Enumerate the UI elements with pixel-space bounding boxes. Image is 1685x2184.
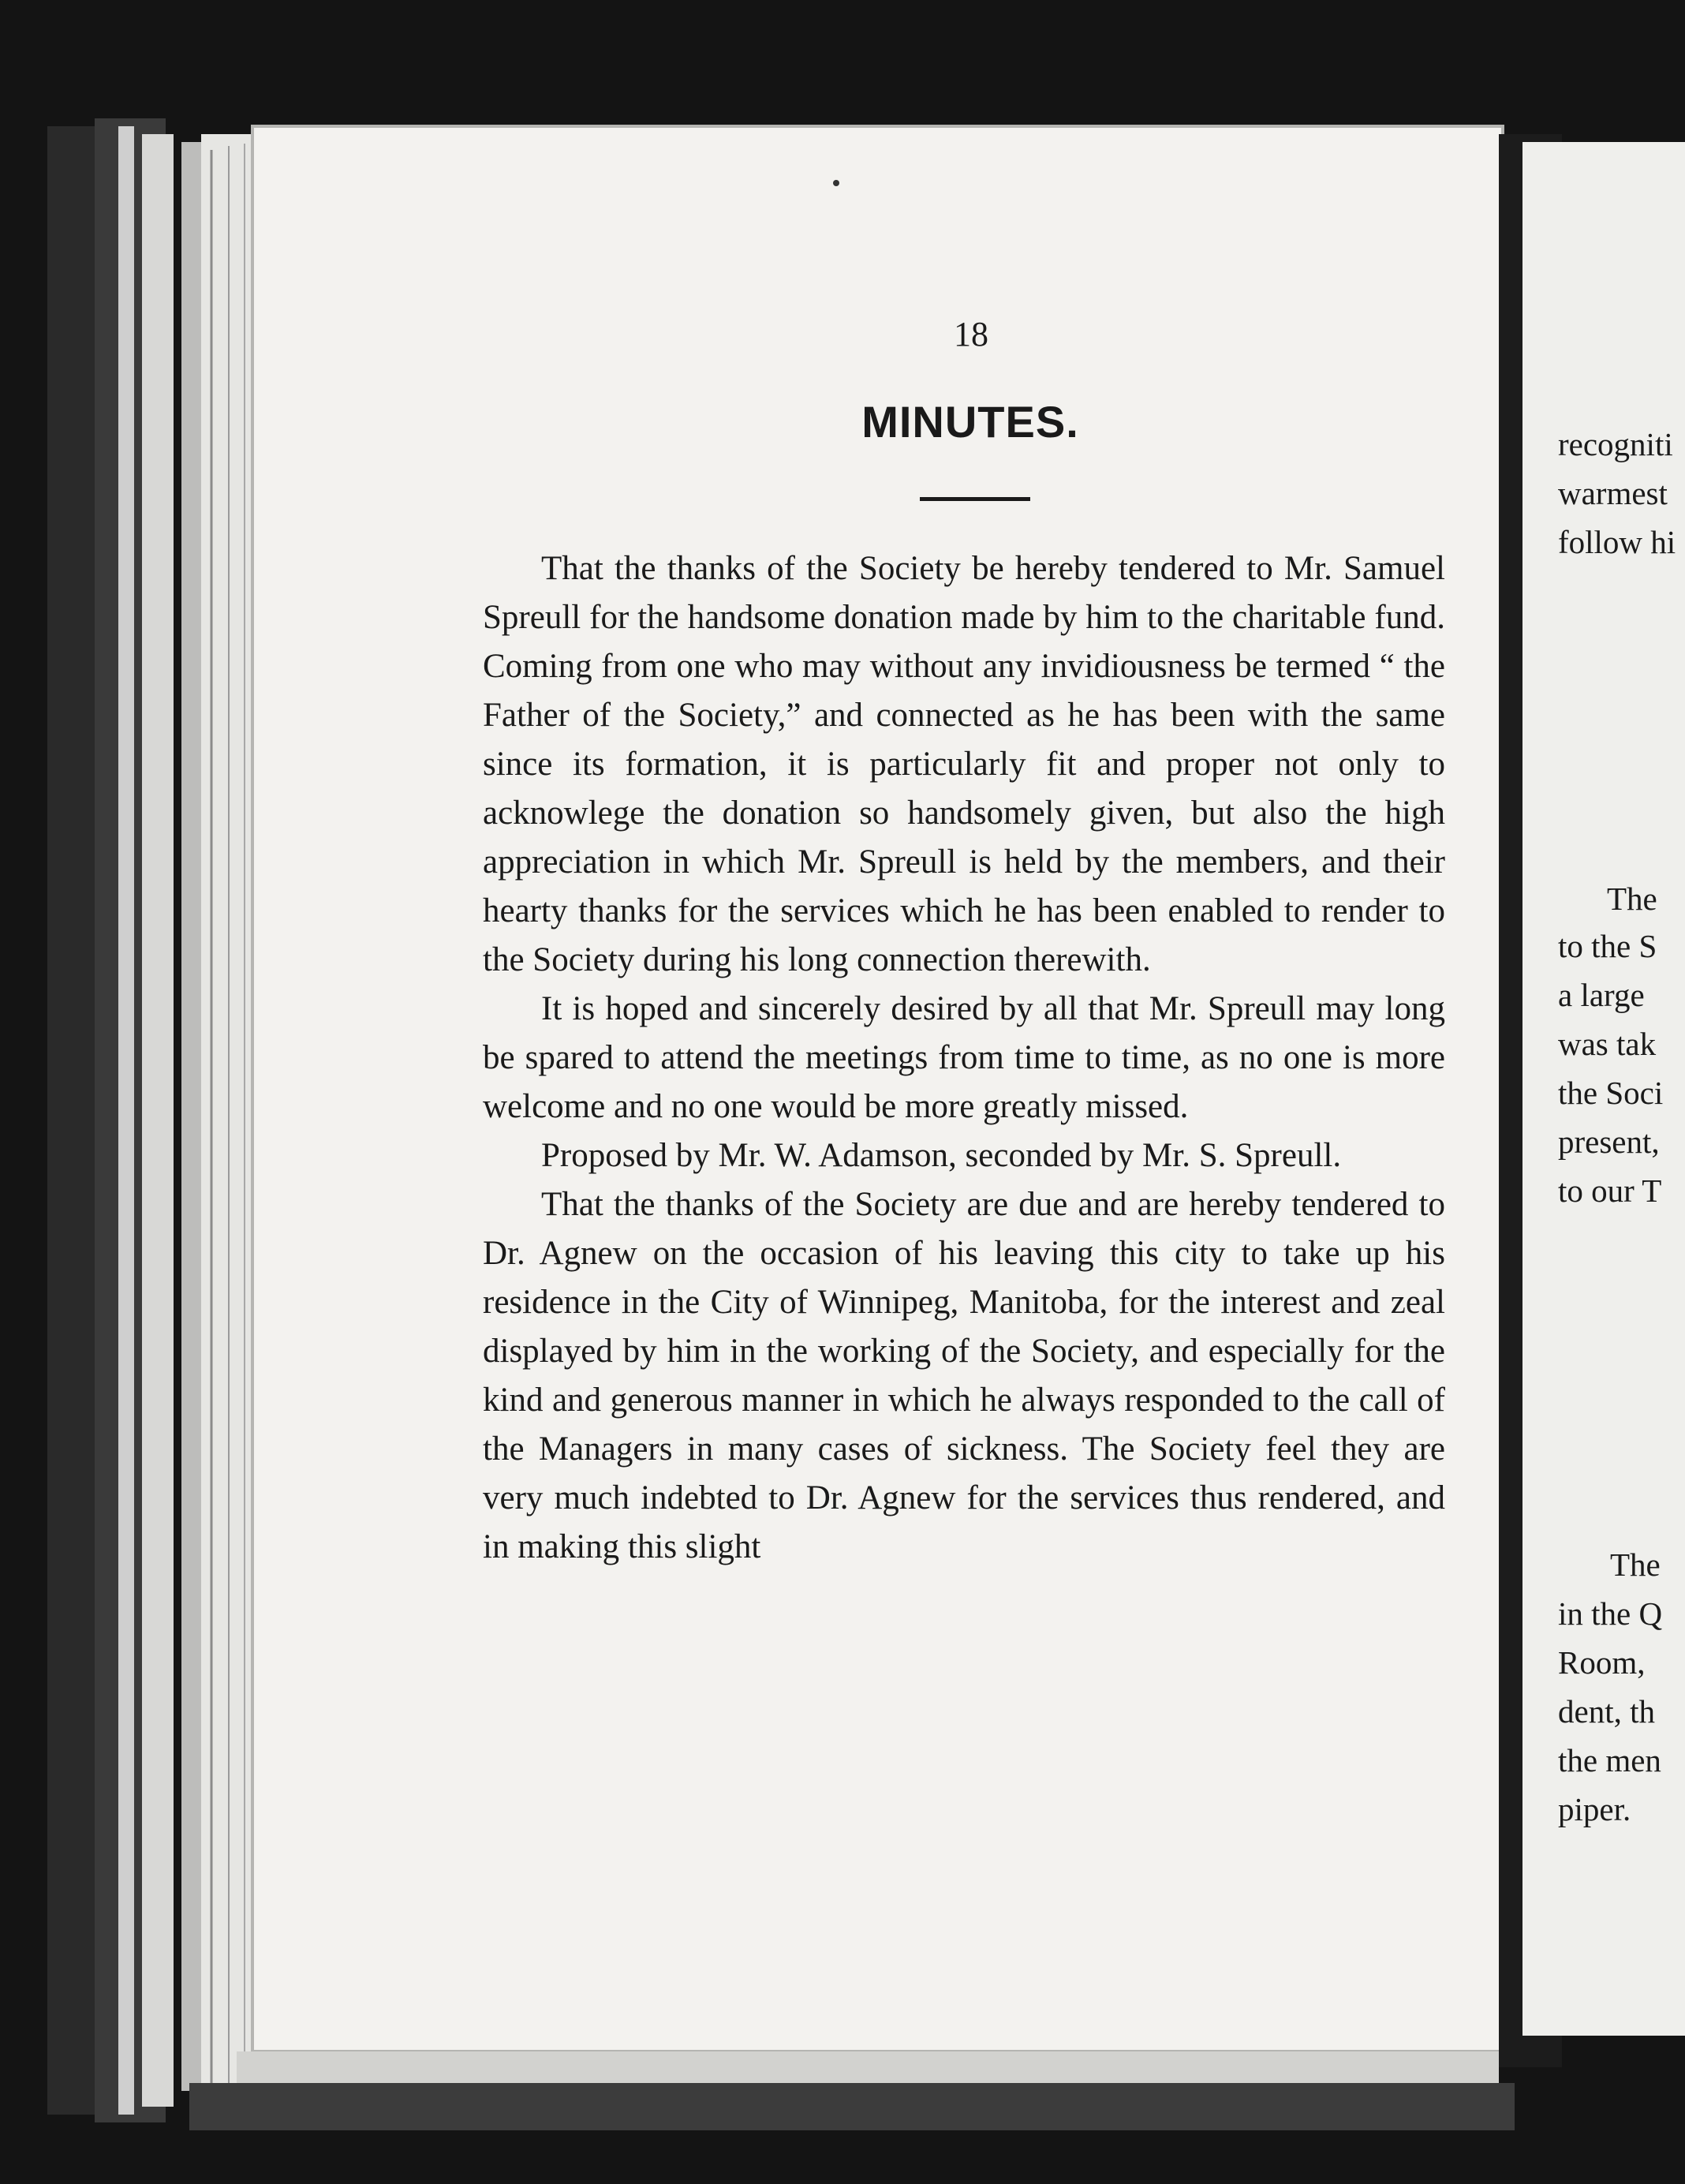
- paragraph-thanks-agnew: That the thanks of the Society are due and are hereby tendered to Dr. Agnew on the occasion of his leaving this city to take up his residence in the City of Winnipeg, Manitoba, for the interest and zeal displayed by him in the working of the Society, and especially for the kind and generous manner in which he always responded to the call of the Managers in many cases of sickness. The Society feel they are very much indebted to Dr. Agnew for the services thus rendered, and in making this slight: [483, 1186, 1445, 1565]
- facing-line: warmest: [1558, 475, 1668, 511]
- facing-line: to the S: [1558, 928, 1657, 964]
- paragraph-thanks-spreull: That the thanks of the Society be hereby tendered to Mr. Samuel Spreull for the handsome donation made by him to the charitable fund. Coming from one who may without any invidiousness be termed “ the Father of the Society,” and connected as he has been with the same since its formation, it is particularly fit and proper not only to acknowlege the donation so handsomely given, but also the high appreciation in which Mr. Spreull is held by the members, and their hearty thanks for the services which he has been enabled to render to the Society during his long connection therewith.: [483, 550, 1445, 978]
- facing-line: a large: [1558, 977, 1645, 1013]
- page-number: 18: [954, 315, 988, 353]
- paragraph-hope-spreull: It is hoped and sincerely desired by all that Mr. Spreull may long be spared to attend the meetings from time to time, as no one is more welcome and no one would be more greatly missed.: [483, 990, 1445, 1125]
- facing-line: present,: [1558, 1124, 1660, 1160]
- page-body: [483, 544, 1445, 1572]
- facing-line: piper.: [1558, 1791, 1631, 1827]
- facing-line: was tak: [1558, 1026, 1657, 1062]
- paragraph-proposed-by: Proposed by Mr. W. Adamson, seconded by Mr. S. Spreull.: [541, 1137, 1342, 1174]
- facing-line: follow hi: [1558, 524, 1676, 560]
- section-title: MINUTES.: [861, 397, 1079, 447]
- facing-page-fragment: [1558, 424, 1685, 1884]
- facing-line: the men: [1558, 1742, 1661, 1778]
- facing-line: in the Q: [1558, 1595, 1663, 1632]
- facing-line: the Soci: [1558, 1075, 1664, 1111]
- facing-line: to our T: [1558, 1172, 1662, 1209]
- facing-line: The: [1610, 1546, 1661, 1583]
- facing-line: The: [1607, 881, 1657, 917]
- facing-line: dent, th: [1558, 1693, 1655, 1730]
- facing-line: recogniti: [1558, 426, 1673, 462]
- facing-line: Room,: [1558, 1644, 1646, 1681]
- title-divider: [920, 497, 1030, 501]
